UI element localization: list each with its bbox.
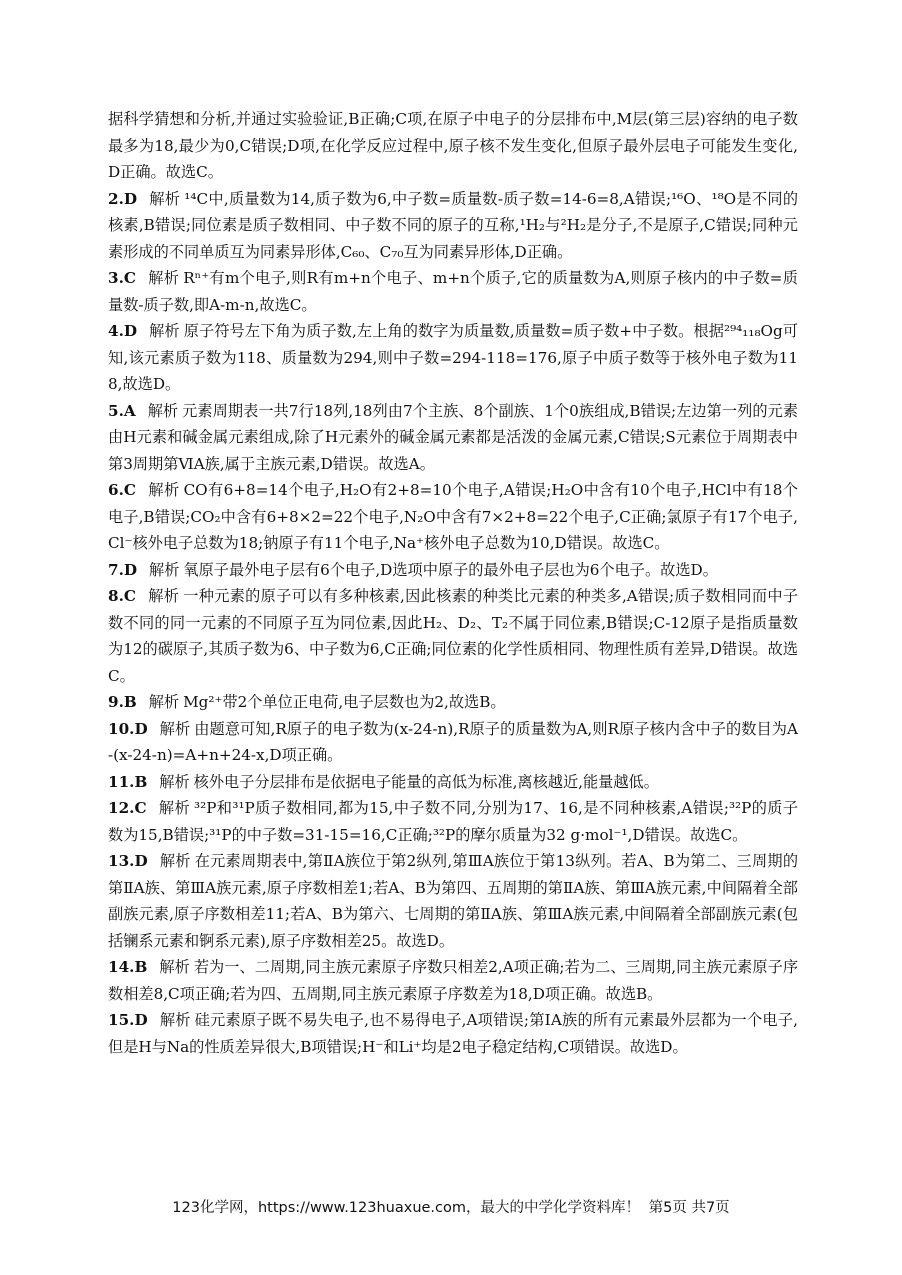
item-label: 解析 <box>148 693 180 711</box>
intro-text: 据科学猜想和分析,并通过实验验证,B正确;C项,在原子中电子的分层排布中,M层(第三层)容纳的电子数最多为18,最少为0,C错误;D项,在化学反应过程中,原子核不发生变化,但原子最外层电子可能发生变化,D正确。故选C。 <box>108 110 798 181</box>
item-answer: D <box>123 560 138 579</box>
footer-page-number: 第5页 共7页 <box>648 1200 730 1216</box>
answer-item-4 <box>108 318 798 398</box>
item-text: Mg²⁺带2个单位正电荷,电子层数也为2,故选B。 <box>183 693 506 711</box>
item-text: Rⁿ⁺有m个电子,则R有m+n个电子、m+n个质子,它的质量数为A,则原子核内的中子数=质量数-质子数,即A-m-n,故选C。 <box>108 269 798 314</box>
footer-site-text: 123化学网，https://www.123huaxue.com，最大的中学化学资料库！ <box>172 1200 641 1216</box>
item-text: 硅元素原子既不易失电子,也不易得电子,A项错误;第ⅠA族的所有元素最外层都为一个电子,但是H与Na的性质差异很大,B项错误;H⁻和Li⁺均是2电子稳定结构,C项错误。故选D。 <box>108 1011 798 1056</box>
item-answer: D <box>134 1011 148 1029</box>
item-text: ¹⁴C中,质量数为14,质子数为6,中子数=质量数-质子数=14-6=8,A错误;¹⁶O、¹⁸O是不同的核素,B错误;同位素是质子数相同、中子数不同的原子的互称,¹H₂与²H₂是分子,不是原子,C错误;同种元素形成的不同单质互为同素异形体,C₆₀、C₇₀互为同素异形体,D正确。 <box>108 189 799 261</box>
answer-item-10 <box>108 716 798 769</box>
item-label: 解析 <box>159 852 191 870</box>
item-answer: B <box>123 693 137 711</box>
item-answer: D <box>123 322 138 340</box>
item-text: 在元素周期表中,第ⅡA族位于第2纵列,第ⅢA族位于第13纵列。若A、B为第二、三周期的第ⅡA族、第ⅢA族元素,原子序数相差1;若A、B为第四、五周期的第ⅡA族、第ⅢA族元素,中间隔着全部副族元素,原子序数相差11;若A、B为第六、七周期的第ⅡA族、第ⅢA族元素,中间隔着全部副族元素(包括镧系元素和锕系元素),原子序数相差25。故选D。 <box>108 852 799 950</box>
answer-item-11 <box>108 769 798 796</box>
item-number: 3. <box>108 269 124 287</box>
answer-item-15 <box>108 1007 798 1060</box>
item-number: 9. <box>108 693 124 711</box>
item-label: 解析 <box>147 269 180 287</box>
answer-item-6 <box>108 477 798 557</box>
item-answer: C <box>134 799 147 817</box>
answer-item-3 <box>108 265 798 318</box>
item-number: 10. <box>108 719 135 738</box>
item-number: 8. <box>108 587 124 605</box>
item-text: ³²P和³¹P质子数相同,都为15,中子数不同,分别为17、16,是不同种核素,A错误;³²P的质子数为15,B错误;³¹P的中子数=31-15=16,C正确;³²P的摩尔质量为32 g·mol⁻¹,D错误。故选C。 <box>108 799 799 844</box>
item-text: 氧原子最外电子层有6个电子,D选项中原子的最外电子层也为6个电子。故选D。 <box>183 560 718 579</box>
item-answer: B <box>134 958 148 976</box>
item-label: 解析 <box>149 322 180 340</box>
item-label: 解析 <box>147 481 180 499</box>
page-footer <box>0 1196 902 1217</box>
item-text: 若为一、二周期,同主族元素原子序数只相差2,A项正确;若为二、三周期,同主族元素原子序数相差8,C项正确;若为四、五周期,同主族元素原子序数差为18,D项正确。故选B。 <box>108 958 799 1003</box>
item-answer: C <box>123 269 136 287</box>
item-number: 12. <box>108 799 135 817</box>
item-label: 解析 <box>147 587 180 605</box>
answer-item-14 <box>108 954 798 1007</box>
item-label: 解析 <box>159 772 190 791</box>
item-number: 6. <box>108 481 124 499</box>
answer-content <box>108 106 798 1060</box>
item-label: 解析 <box>149 189 181 208</box>
item-number: 14. <box>108 958 135 976</box>
item-answer: D <box>134 852 148 870</box>
item-number: 4. <box>108 322 124 340</box>
answer-item-5 <box>108 398 798 478</box>
item-number: 11. <box>108 772 135 791</box>
item-answer: D <box>123 189 138 208</box>
item-text: 由题意可知,R原子的电子数为(x-24-n),R原子的质量数为A,则R原子核内含中子的数目为A-(x-24-n)=A+n+24-x,D项正确。 <box>108 719 798 764</box>
item-label: 解析 <box>159 719 191 738</box>
item-number: 5. <box>108 401 124 420</box>
item-label: 解析 <box>159 1011 191 1029</box>
item-answer: A <box>123 401 136 420</box>
item-text: CO有6+8=14个电子,H₂O有2+8=10个电子,A错误;H₂O中含有10个电子,HCl中有18个电子,B错误;CO₂中含有6+8×2=22个电子,N₂O中含有7×2+8=22个电子,C正确;氯原子有17个电子,Cl⁻核外电子总数为18;钠原子有11个电子,Na⁺核外电子总数为10,D错误。故选C。 <box>108 481 798 552</box>
item-label: 解析 <box>147 401 179 420</box>
item-answer: B <box>134 772 148 791</box>
answer-item-9 <box>108 689 798 716</box>
item-text: 一种元素的原子可以有多种核素,因此核素的种类比元素的种类多,A错误;质子数相同而中子数不同的同一元素的不同原子互为同位素,因此H₂、D₂、T₂不属于同位素,B错误;C-12原子是指质量数为12的碳原子,其质子数为6、中子数为6,C正确;同位素的化学性质相同、物理性质有差异,D错误。故选C。 <box>108 587 799 685</box>
answer-item-12 <box>108 795 798 848</box>
item-label: 解析 <box>158 799 191 817</box>
answer-item-13 <box>108 848 798 954</box>
item-text: 核外电子分层排布是依据电子能量的高低为标准,离核越近,能量越低。 <box>193 772 659 791</box>
item-answer: C <box>123 587 136 605</box>
item-number: 13. <box>108 852 135 870</box>
item-label: 解析 <box>159 958 190 976</box>
answer-item-7 <box>108 557 798 584</box>
item-text: 元素周期表一共7行18列,18列由7个主族、8个副族、1个0族组成,B错误;左边第一列的元素由H元素和碱金属元素组成,除了H元素外的碱金属元素都是活泼的金属元素,C错误;S元素位于周期表中第3周期第ⅥA族,属于主族元素,D错误。故选A。 <box>108 401 799 473</box>
item-answer: C <box>123 481 136 499</box>
answer-item-8 <box>108 583 798 689</box>
answer-item-2 <box>108 186 798 266</box>
intro-paragraph <box>108 106 798 186</box>
item-number: 2. <box>108 189 124 208</box>
item-text: 原子符号左下角为质子数,左上角的数字为质量数,质量数=质子数+中子数。根据²⁹⁴₁₁₈Og可知,该元素质子数为118、质量数为294,则中子数=294-118=176,原子中质子数等于核外电子数为118,故选D。 <box>108 322 799 393</box>
item-label: 解析 <box>149 560 180 579</box>
item-number: 15. <box>108 1011 135 1029</box>
item-number: 7. <box>108 560 124 579</box>
item-answer: D <box>134 719 148 738</box>
